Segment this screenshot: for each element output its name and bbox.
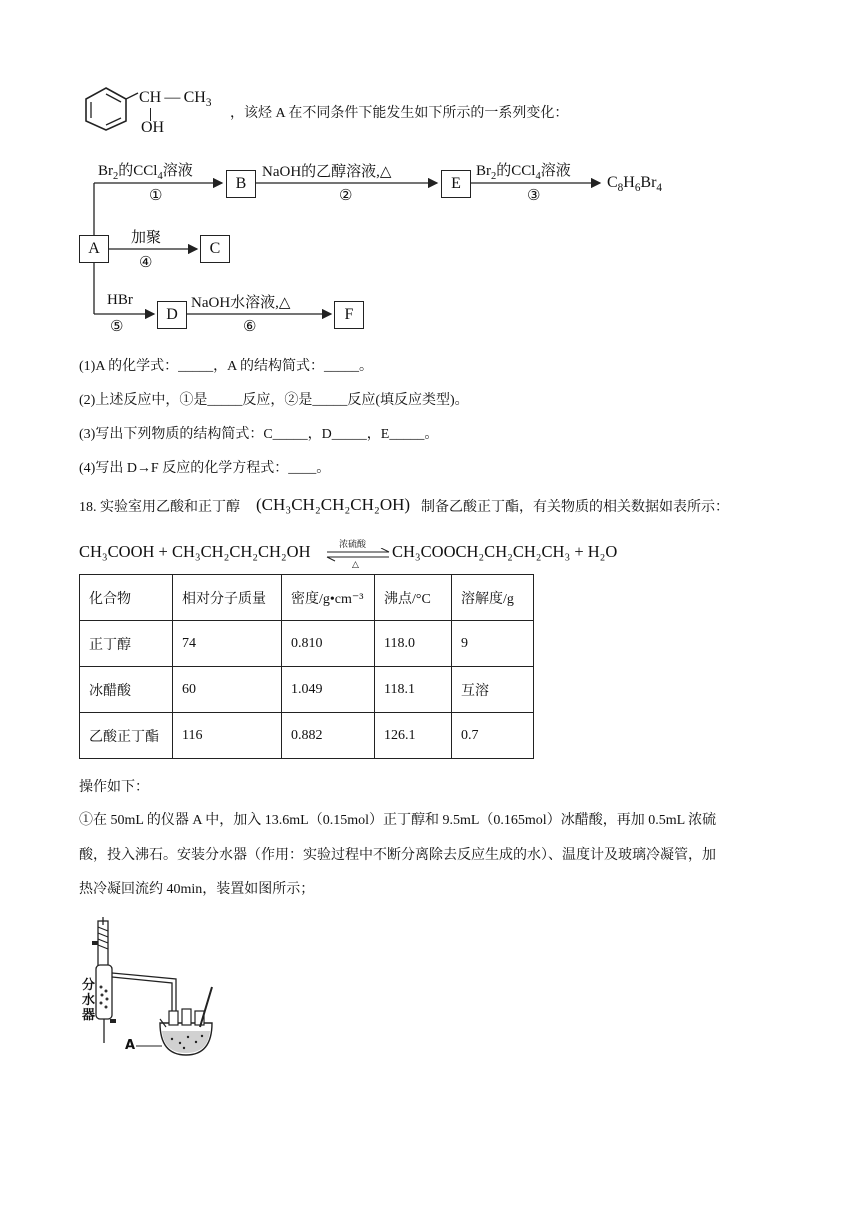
table-header-cell: 溶解度/g xyxy=(452,575,534,621)
table-cell: 0.7 xyxy=(452,713,534,759)
reagent-5: HBr xyxy=(107,292,133,308)
step-number-4: ④ xyxy=(139,255,153,271)
operation-title: 操作如下： xyxy=(79,780,149,795)
table-header-cell: 密度/g•cm⁻³ xyxy=(282,575,375,621)
question-18-formula: (CH₃CH₂CH₂CH₂OH) xyxy=(256,495,411,514)
table-header-cell: 沸点/°C xyxy=(375,575,452,621)
node-d: D xyxy=(157,301,187,329)
table-cell: 冰醋酸 xyxy=(80,667,173,713)
node-f: F xyxy=(334,301,364,329)
step-number-3: ③ xyxy=(527,188,541,204)
node-e: E xyxy=(441,170,471,198)
oh-group: OH xyxy=(141,119,165,136)
properties-table xyxy=(79,574,534,759)
table-cell: 60 xyxy=(173,667,282,713)
question-2: (2)上述反应中，①是_____反应，②是_____反应(填反应类型)。 xyxy=(79,393,469,408)
table-cell: 118.0 xyxy=(375,621,452,667)
equation-condition-bottom: △ xyxy=(352,559,359,569)
equation-condition-top: 浓硫酸 xyxy=(339,539,367,549)
operation-line-1: ①在 50mL 的仪器 A 中，加入 13.6mL（0.15mol）正丁醇和 9.5mL（0.165mol）冰醋酸，再加 0.5mL 浓硫 xyxy=(79,813,717,828)
step-number-5: ⑤ xyxy=(110,319,124,335)
apparatus-label-a: A xyxy=(125,1038,136,1053)
equation-left: CH₃COOH + CH₃CH₂CH₂CH₂OH xyxy=(79,542,311,561)
node-c: C xyxy=(200,235,230,263)
step-number-1: ① xyxy=(149,188,163,204)
table-row xyxy=(80,713,534,759)
step-number-6: ⑥ xyxy=(243,319,257,335)
node-a: A xyxy=(79,235,109,263)
table-cell: 正丁醇 xyxy=(80,621,173,667)
apparatus-label-separator: 分水器 xyxy=(82,978,96,1023)
side-chain-formula: CH — $CH_3$ xyxy=(139,89,212,110)
table-header-cell: 化合物 xyxy=(80,575,173,621)
table-header-row xyxy=(80,575,534,621)
table-cell: 118.1 xyxy=(375,667,452,713)
operation-line-3: 热冷凝回流约 40min，装置如图所示； xyxy=(79,882,315,897)
question-18-lead: 18. 实验室用乙酸和正丁醇 xyxy=(79,500,240,515)
step-number-2: ② xyxy=(339,188,353,204)
table-cell: 116 xyxy=(173,713,282,759)
question-1: (1)A 的化学式：_____，A 的结构简式：_____。 xyxy=(79,359,373,374)
table-cell: 9 xyxy=(452,621,534,667)
node-b: B xyxy=(226,170,256,198)
reagent-3: $Br_2$的CCl$_4$溶液 xyxy=(476,163,571,182)
question-4: (4)写出 D→F 反应的化学方程式：____。 xyxy=(79,461,331,476)
table-cell: 74 xyxy=(173,621,282,667)
question-18-tail: 制备乙酸正丁酯，有关物质的相关数据如表所示： xyxy=(421,500,729,515)
table-row xyxy=(80,621,534,667)
reagent-1: $Br_2$的CCl$_4$溶液 xyxy=(98,163,193,182)
table-cell: 互溶 xyxy=(452,667,534,713)
table-row xyxy=(80,667,534,713)
equation-right: CH₃COOCH₂CH₂CH₂CH₃ + H₂O xyxy=(392,542,618,561)
reagent-6: NaOH水溶液,△ xyxy=(191,295,291,311)
table-header-cell: 相对分子质量 xyxy=(173,575,282,621)
reagent-4: 加聚 xyxy=(131,230,162,246)
question-3: (3)写出下列物质的结构简式：C_____，D_____，E_____。 xyxy=(79,427,439,442)
table-cell: 0.810 xyxy=(282,621,375,667)
operation-line-2: 酸，投入沸石。安装分水器（作用：实验过程中不断分离除去反应生成的水）、温度计及玻璃冷凝管，加 xyxy=(79,848,716,863)
table-cell: 0.882 xyxy=(282,713,375,759)
table-cell: 126.1 xyxy=(375,713,452,759)
reagent-2: NaOH的乙醇溶液,△ xyxy=(262,164,392,180)
intro-text: ，该烃 A 在不同条件下能发生如下所示的一系列变化： xyxy=(230,106,569,121)
apparatus-diagram xyxy=(76,915,226,1060)
table-cell: 乙酸正丁酯 xyxy=(80,713,173,759)
table-cell: 1.049 xyxy=(282,667,375,713)
product-formula: $C_8H_6Br_4$ xyxy=(607,174,663,195)
